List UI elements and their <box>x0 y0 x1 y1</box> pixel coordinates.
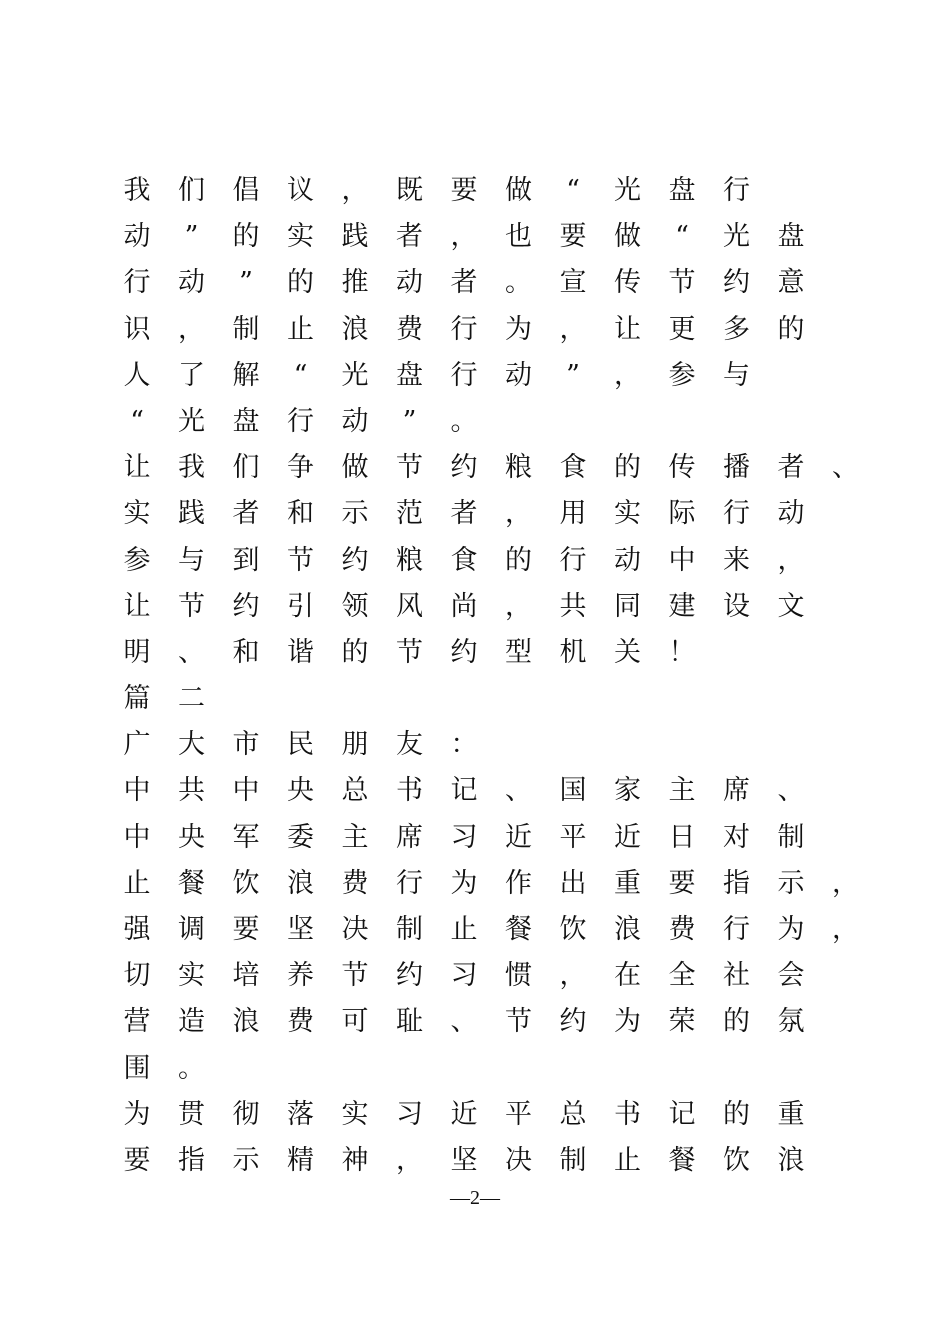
text-char: 识 <box>123 313 151 345</box>
text-char: 的 <box>505 544 532 576</box>
text-char: 饮 <box>559 914 587 945</box>
text-char: 为 <box>777 914 805 945</box>
text-char: 约 <box>450 452 478 484</box>
text-char: 在 <box>614 960 641 992</box>
text-char: ” <box>566 359 580 391</box>
text-char: 贯 <box>178 1098 205 1130</box>
text-char: 约 <box>559 1006 587 1038</box>
text-char: 者 <box>232 498 260 530</box>
text-char: 宣 <box>559 267 587 299</box>
text-char: ， <box>832 914 859 945</box>
text-char: 风 <box>396 590 423 622</box>
text-char: ， <box>396 1144 423 1176</box>
text-char: 要 <box>559 221 587 253</box>
text-char: ： <box>450 729 478 761</box>
text-char: 营 <box>123 1006 151 1038</box>
text-char: 机 <box>559 636 587 668</box>
text-char: 议 <box>287 175 314 206</box>
text-char: 的 <box>341 636 369 668</box>
body-text <box>123 168 859 1184</box>
text-char: 动 <box>614 544 641 576</box>
text-char: 主 <box>341 821 369 853</box>
text-char: 者 <box>450 498 478 530</box>
text-char: “ <box>675 221 689 253</box>
text-char: 决 <box>505 1144 532 1176</box>
text-char: 节 <box>341 960 369 992</box>
text-char: 友 <box>396 729 423 761</box>
text-char: ， <box>450 221 478 253</box>
text-char: 止 <box>123 867 151 899</box>
text-char: 饮 <box>232 867 260 899</box>
text-char: 民 <box>287 729 314 761</box>
text-char: 关 <box>614 636 641 668</box>
text-char: ， <box>341 175 369 206</box>
text-char: 节 <box>396 636 423 668</box>
text-char: 市 <box>232 729 260 761</box>
text-char: 国 <box>559 775 587 807</box>
text-char: 让 <box>614 313 641 345</box>
text-char: 行 <box>287 405 314 437</box>
text-char: 盘 <box>777 221 805 253</box>
text-char: 设 <box>723 590 750 622</box>
text-line <box>123 445 859 491</box>
text-char: 实 <box>614 498 641 530</box>
text-char: 粮 <box>396 544 423 576</box>
text-char: 示 <box>232 1144 260 1176</box>
text-char: 建 <box>668 590 696 622</box>
text-char: 调 <box>178 914 205 945</box>
text-char: 节 <box>668 267 696 299</box>
text-char: 平 <box>505 1098 532 1130</box>
text-char: ” <box>239 267 253 299</box>
text-char: 总 <box>341 775 369 807</box>
text-char: 文 <box>777 590 805 622</box>
text-char: “ <box>130 405 144 437</box>
text-char: 落 <box>287 1098 314 1130</box>
text-char: 行 <box>559 544 587 576</box>
text-char: ， <box>178 313 205 345</box>
text-char: 总 <box>559 1098 587 1130</box>
text-char: 做 <box>505 175 532 206</box>
text-char: 坚 <box>287 914 314 945</box>
text-line <box>124 168 854 214</box>
text-char: 费 <box>287 1006 314 1038</box>
text-char: 的 <box>723 1006 750 1038</box>
text-char: 传 <box>614 267 641 299</box>
text-char: 席 <box>723 775 750 807</box>
text-char: 做 <box>341 452 369 484</box>
text-char: 篇 <box>123 683 151 715</box>
text-char: 切 <box>123 960 151 992</box>
text-char: 动 <box>123 221 151 253</box>
text-char: 推 <box>341 267 369 299</box>
text-char: 习 <box>450 960 478 992</box>
text-char: 要 <box>450 175 478 206</box>
text-char: 我 <box>178 452 205 484</box>
text-char: 盘 <box>232 405 260 437</box>
text-char: 节 <box>178 590 205 622</box>
text-char: 平 <box>559 821 587 853</box>
text-char: 要 <box>232 914 260 945</box>
text-char: 记 <box>668 1098 696 1130</box>
text-char: ， <box>505 590 532 622</box>
text-char: 耻 <box>396 1006 423 1038</box>
text-char: 人 <box>123 359 151 391</box>
text-char: 参 <box>123 544 151 576</box>
text-char: 近 <box>614 821 641 853</box>
text-char: 浪 <box>341 313 369 345</box>
text-char: 为 <box>505 313 532 345</box>
text-char: ， <box>777 544 805 576</box>
text-char: 中 <box>123 775 151 807</box>
text-char: 朋 <box>341 729 369 761</box>
text-char: 造 <box>178 1006 205 1038</box>
text-char: 谐 <box>287 636 314 668</box>
text-line <box>124 353 854 399</box>
text-char: 。 <box>178 1052 205 1084</box>
text-char: 惯 <box>505 960 532 992</box>
text-char: 彻 <box>232 1098 260 1130</box>
text-char: 约 <box>450 636 478 668</box>
text-char: 习 <box>450 821 478 853</box>
text-char: 记 <box>450 775 478 807</box>
text-char: 制 <box>232 313 260 345</box>
text-char: 行 <box>450 313 478 345</box>
text-char: 实 <box>341 1098 369 1130</box>
text-char: 同 <box>614 590 641 622</box>
text-char: 止 <box>287 313 314 345</box>
text-char: 示 <box>777 867 805 899</box>
text-char: 实 <box>123 498 151 530</box>
text-char: 对 <box>723 821 750 853</box>
text-line <box>124 214 854 260</box>
text-line <box>124 399 854 445</box>
text-char: 动 <box>341 405 369 437</box>
text-char: 倡 <box>232 175 260 206</box>
text-char: 食 <box>559 452 587 484</box>
text-char: 培 <box>232 960 260 992</box>
text-char: 。 <box>450 405 478 437</box>
text-char: 解 <box>232 359 260 391</box>
text-char: ， <box>559 960 587 992</box>
text-char: 共 <box>559 590 587 622</box>
text-char: 出 <box>559 867 587 899</box>
text-char: 止 <box>614 1144 641 1176</box>
text-char: 行 <box>723 175 750 206</box>
text-char: 行 <box>723 914 750 945</box>
text-char: 和 <box>232 636 260 668</box>
text-char: 播 <box>723 452 750 484</box>
text-char: ， <box>559 313 587 345</box>
text-char: 费 <box>396 313 423 345</box>
text-char: 日 <box>668 821 696 853</box>
text-char: 费 <box>668 914 696 945</box>
text-char: 军 <box>232 821 260 853</box>
text-char: 光 <box>178 405 205 437</box>
text-char: 们 <box>232 452 260 484</box>
text-char: 和 <box>287 498 314 530</box>
text-char: 实 <box>287 221 314 253</box>
text-line <box>124 260 854 306</box>
text-char: 动 <box>505 359 532 391</box>
text-char: 浪 <box>287 867 314 899</box>
text-char: 意 <box>777 267 805 299</box>
text-char: 决 <box>341 914 369 945</box>
text-char: 约 <box>232 590 260 622</box>
text-char: 约 <box>396 960 423 992</box>
text-char: ， <box>614 359 641 391</box>
text-char: 止 <box>450 914 478 945</box>
text-char: 的 <box>614 452 641 484</box>
text-char: 书 <box>614 1098 641 1130</box>
text-char: 动 <box>777 498 805 530</box>
text-char: 践 <box>341 221 369 253</box>
text-char: 餐 <box>505 914 532 945</box>
text-char: 餐 <box>178 867 205 899</box>
text-char: 全 <box>668 960 696 992</box>
salutation <box>124 722 854 768</box>
text-char: 为 <box>450 867 478 899</box>
text-char: 约 <box>341 544 369 576</box>
text-char: 动 <box>396 267 423 299</box>
text-char: 、 <box>832 452 859 484</box>
text-char: 书 <box>396 775 423 807</box>
text-char: 央 <box>287 775 314 807</box>
text-char: 约 <box>723 267 750 299</box>
text-char: 神 <box>341 1144 369 1176</box>
text-char: 近 <box>450 1098 478 1130</box>
text-line <box>124 768 854 814</box>
text-char: 节 <box>396 452 423 484</box>
text-char: 节 <box>505 1006 532 1038</box>
text-char: 让 <box>123 590 151 622</box>
text-char: 共 <box>178 775 205 807</box>
text-char: 粮 <box>505 452 532 484</box>
text-char: 的 <box>232 221 260 253</box>
text-char: 制 <box>777 821 805 853</box>
section-heading <box>124 676 854 722</box>
text-char: 光 <box>614 175 641 206</box>
text-char: 也 <box>505 221 532 253</box>
text-char: 我 <box>123 175 151 206</box>
text-char: 精 <box>287 1144 314 1176</box>
text-char: 。 <box>505 267 532 299</box>
text-char: 与 <box>178 544 205 576</box>
text-line <box>124 953 854 999</box>
text-char: 光 <box>723 221 750 253</box>
text-char: 坚 <box>450 1144 478 1176</box>
text-char: 强 <box>123 914 151 945</box>
text-char: 、 <box>777 775 805 807</box>
text-char: 多 <box>723 313 750 345</box>
text-char: 的 <box>287 267 314 299</box>
text-char: 更 <box>668 313 696 345</box>
text-line <box>124 1138 854 1184</box>
text-char: 指 <box>723 867 750 899</box>
text-char: ， <box>505 498 532 530</box>
text-char: ” <box>402 405 417 437</box>
text-char: ， <box>832 867 859 899</box>
text-line <box>124 1046 854 1092</box>
text-char: 践 <box>178 498 205 530</box>
text-line <box>124 630 854 676</box>
text-char: 行 <box>123 267 151 299</box>
text-char: 指 <box>178 1144 205 1176</box>
text-char: 盘 <box>396 359 423 391</box>
text-char: 席 <box>396 821 423 853</box>
text-char: 既 <box>396 175 423 206</box>
text-char: 要 <box>668 867 696 899</box>
text-char: 食 <box>450 544 478 576</box>
text-char: ！ <box>668 636 696 668</box>
text-line <box>124 584 854 630</box>
text-char: 范 <box>396 498 423 530</box>
text-char: 盘 <box>668 175 696 206</box>
text-char: 者 <box>777 452 805 484</box>
text-char: 明 <box>123 636 151 668</box>
text-char: 近 <box>505 821 532 853</box>
text-char: 二 <box>178 683 205 715</box>
text-char: 示 <box>341 498 369 530</box>
text-char: 荣 <box>668 1006 696 1038</box>
text-char: 型 <box>505 636 532 668</box>
text-char: 习 <box>396 1098 423 1130</box>
text-char: 浪 <box>614 914 641 945</box>
text-char: 为 <box>614 1006 641 1038</box>
text-char: 养 <box>287 960 314 992</box>
text-char: 参 <box>668 359 696 391</box>
text-line <box>124 538 854 584</box>
text-char: 们 <box>178 175 205 206</box>
text-char: 到 <box>232 544 260 576</box>
text-char: 、 <box>178 636 205 668</box>
text-line <box>124 999 854 1045</box>
text-char: 际 <box>668 498 696 530</box>
text-char: 费 <box>341 867 369 899</box>
text-line <box>124 307 854 353</box>
text-char: “ <box>293 359 308 391</box>
text-char: 为 <box>123 1098 151 1130</box>
text-char: ” <box>184 221 199 253</box>
text-char: 委 <box>287 821 314 853</box>
text-char: 实 <box>178 960 205 992</box>
text-char: 领 <box>341 590 369 622</box>
text-char: 的 <box>777 313 805 345</box>
text-char: 者 <box>396 221 423 253</box>
text-char: 行 <box>723 498 750 530</box>
text-line <box>124 491 854 537</box>
text-char: 用 <box>559 498 587 530</box>
text-char: 与 <box>723 359 750 391</box>
text-char: 重 <box>777 1098 805 1130</box>
text-char: 争 <box>287 452 314 484</box>
text-char: 中 <box>123 821 151 853</box>
text-char: 节 <box>287 544 314 576</box>
text-char: 餐 <box>668 1144 696 1176</box>
text-char: 氛 <box>777 1006 805 1038</box>
text-char: 重 <box>614 867 641 899</box>
text-char: 广 <box>123 729 151 761</box>
text-char: 来 <box>723 544 750 576</box>
text-char: 行 <box>450 359 478 391</box>
text-line <box>123 861 859 907</box>
text-line <box>123 907 859 953</box>
text-char: 饮 <box>723 1144 750 1176</box>
text-char: 传 <box>668 452 696 484</box>
text-char: 社 <box>723 960 750 992</box>
page-number: —2— <box>450 1187 500 1209</box>
text-char: 光 <box>341 359 369 391</box>
text-char: 浪 <box>777 1144 805 1176</box>
text-char: 做 <box>614 221 641 253</box>
text-char: 行 <box>396 867 423 899</box>
text-char: 可 <box>341 1006 369 1038</box>
text-char: 引 <box>287 590 314 622</box>
text-char: 尚 <box>450 590 478 622</box>
text-char: 、 <box>450 1006 478 1038</box>
text-char: 中 <box>668 544 696 576</box>
text-char: 制 <box>559 1144 587 1176</box>
text-char: “ <box>566 175 580 206</box>
text-char: 会 <box>777 960 805 992</box>
text-char: 者 <box>450 267 478 299</box>
text-char: 主 <box>668 775 696 807</box>
text-char: 的 <box>723 1098 750 1130</box>
text-char: 中 <box>232 775 260 807</box>
text-char: 动 <box>178 267 205 299</box>
text-char: 让 <box>123 452 151 484</box>
text-char: 了 <box>178 359 205 391</box>
text-char: 、 <box>505 775 532 807</box>
text-char: 围 <box>123 1052 151 1084</box>
text-line <box>124 815 854 861</box>
text-char: 作 <box>505 867 532 899</box>
text-char: 要 <box>123 1144 151 1176</box>
text-char: 大 <box>178 729 205 761</box>
text-char: 浪 <box>232 1006 260 1038</box>
text-line <box>124 1092 854 1138</box>
text-char: 家 <box>614 775 641 807</box>
text-char: 制 <box>396 914 423 945</box>
text-char: 央 <box>178 821 205 853</box>
